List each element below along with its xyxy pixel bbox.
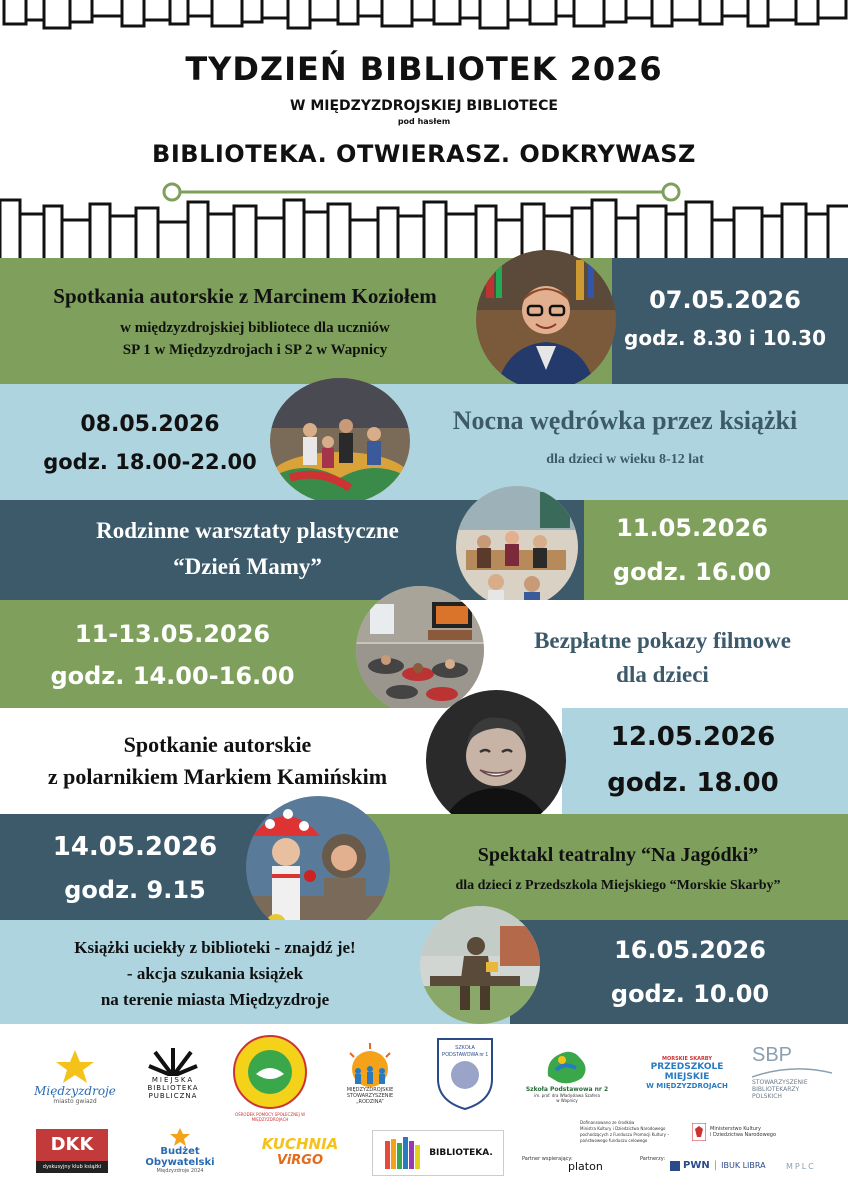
logo-sbp <box>752 1034 842 1110</box>
logo-dkk <box>34 1126 110 1176</box>
funding-note <box>580 1120 702 1144</box>
logo-pwn <box>670 1160 766 1171</box>
logo-ops-text: OŚRODEK POMOCY SPOŁECZNEJ W MIĘDZYZDROJACH <box>234 1112 306 1122</box>
logo-przedszkole <box>632 1040 742 1106</box>
funding-line2: Ministra Kultury i Dziedzictwa Narodowego <box>580 1126 666 1131</box>
event-1-time: godz. 8.30 i 10.30 <box>624 326 826 350</box>
event-3-title-line2: “Dzień Mamy” <box>173 554 322 579</box>
logo-przedszkole-line1: MORSKIE SKARBY <box>662 1056 712 1062</box>
event-3-band <box>0 500 848 600</box>
author-portrait-photo <box>476 250 616 390</box>
logo-mbp-line2: BIBLIOTEKA <box>147 1084 199 1092</box>
partners-label: Partnerzy: <box>640 1156 666 1162</box>
funding-line1: Dofinansowano ze środków <box>580 1120 635 1125</box>
event-2-date: 08.05.2026 <box>80 412 220 437</box>
logo-sbp-line2: STOWARZYSZENIE <box>752 1079 808 1086</box>
logo-rodzina-line3: „RODZINA” <box>356 1099 384 1105</box>
logo-przedszkole-line4: W MIĘDZYZDROJACH <box>646 1082 728 1090</box>
star-icon <box>169 1128 191 1146</box>
event-3-title-line1: Rodzinne warsztaty plastyczne <box>96 518 399 543</box>
logo-ministerstwo-line1: Ministerstwo Kultury <box>710 1126 761 1132</box>
partner-label: Partner wspierający: <box>522 1156 573 1162</box>
logo-budzet-line2: Obywatelski <box>145 1157 215 1168</box>
page-title: TYDZIEŃ BIBLIOTEK 2026 <box>185 50 663 88</box>
school-map-icon <box>542 1046 592 1086</box>
event-5-time: godz. 18.00 <box>607 768 779 798</box>
event-1-date: 07.05.2026 <box>649 286 801 314</box>
children-activity-photo <box>270 378 410 504</box>
logo-pwn-text: PWN <box>683 1160 710 1171</box>
logo-sp2-line3: w Wapnicy <box>556 1097 578 1103</box>
logo-miedzyzdroje <box>28 1044 122 1110</box>
event-6-date: 14.05.2026 <box>52 832 218 862</box>
event-5-title-line1: Spotkanie autorskie <box>123 732 312 757</box>
event-2-title: Nocna wędrówka przez książki <box>452 406 798 435</box>
logo-pwn-sep: | <box>713 1160 718 1171</box>
library-sunburst-icon <box>147 1046 199 1076</box>
logo-mbp-line1: MIEJSKA <box>151 1076 195 1084</box>
motto: BIBLIOTEKA. OTWIERASZ. ODKRYWASZ <box>152 140 696 168</box>
event-7-title-line1: Książki uciekły z biblioteki - znajdź je! <box>74 938 356 957</box>
ops-handshake-icon <box>232 1034 308 1110</box>
logo-miedzyzdroje-text: Międzyzdroje <box>34 1083 116 1098</box>
event-7-title-line2: - akcja szukania książek <box>126 964 304 983</box>
logo-miedzyzdroje-sub: miasto gwiazd <box>53 1097 97 1105</box>
polar-explorer-portrait-photo <box>426 690 566 830</box>
event-1-desc-line2: SP 1 w Międzyzdrojach i SP 2 w Wapnicy <box>122 342 388 358</box>
school-shield-icon <box>434 1033 496 1111</box>
colorful-books-icon <box>383 1135 425 1171</box>
logo-sp1-line1: SZKOŁA <box>455 1045 475 1051</box>
logo-sp1-line2: PODSTAWOWA nr 1 <box>441 1052 489 1058</box>
event-6-title: Spektakl teatralny “Na Jagódki” <box>477 844 759 866</box>
logo-sp1 <box>432 1032 498 1112</box>
logo-kuchnia-line1: KUCHNIA <box>261 1134 339 1153</box>
event-5-band <box>0 708 848 814</box>
event-3-time: godz. 16.00 <box>612 558 772 586</box>
logo-budzet-line3: Międzyzdroje 2024 <box>156 1168 204 1174</box>
logo-sp2-line1: Szkoła Podstawowa nr 2 <box>525 1085 609 1093</box>
event-2-desc: dla dzieci w wieku 8-12 lat <box>546 452 704 467</box>
logo-sbp-line3: BIBLIOTEKARZY <box>752 1086 800 1093</box>
event-5-title-line2: z polarnikiem Markiem Kamińskim <box>47 764 388 789</box>
logo-przedszkole-line2: PRZEDSZKOLE <box>650 1062 724 1072</box>
event-6-band <box>0 814 848 920</box>
eagle-emblem-icon <box>692 1123 706 1141</box>
logo-rodzina-line1: MIĘDZYZDROJSKIE <box>346 1087 394 1093</box>
logo-budzet-line1: Budżet <box>160 1146 200 1157</box>
logo-mplc: MPLC <box>786 1162 816 1171</box>
logo-ministerstwo-line2: i Dziedzictwa Narodowego <box>710 1132 776 1138</box>
funding-line3: pochodzących z Funduszu Promocji Kultury – <box>580 1132 670 1137</box>
funding-line4: państwowego funduszu celowego <box>580 1138 648 1143</box>
logo-ibuk-text: IBUK LIBRA <box>721 1161 766 1170</box>
event-2-band <box>0 384 848 500</box>
event-7-time: godz. 10.00 <box>610 980 770 1008</box>
bookshelf-decoration <box>0 196 848 260</box>
event-4-date: 11-13.05.2026 <box>74 620 271 648</box>
logo-biblioteka <box>372 1130 504 1176</box>
logo-przedszkole-line3: MIEJSKIE <box>664 1072 710 1082</box>
event-1-desc-line1: w międzyzdrojskiej bibliotece dla uczniów <box>120 320 390 336</box>
star-icon <box>54 1050 96 1084</box>
logo-ministerstwo <box>692 1118 792 1146</box>
event-4-title-line1: Bezpłatne pokazy filmowe <box>534 628 791 653</box>
event-1-band <box>0 258 848 384</box>
event-4-title-line2: dla dzieci <box>616 662 709 687</box>
logo-sp2-line2: im. prof. dra Władysława Szafera <box>534 1092 600 1098</box>
logo-ops <box>232 1034 308 1110</box>
page-subtitle: W MIĘDZYZDROJSKIEJ BIBLIOTECE <box>290 98 558 114</box>
logo-stowarzyszenie-rodzina <box>334 1036 406 1112</box>
theatre-costumes-photo <box>246 796 390 938</box>
event-3-date: 11.05.2026 <box>616 514 768 542</box>
event-6-time: godz. 9.15 <box>64 876 206 904</box>
event-1-title: Spotkania autorskie z Marcinem Koziołem <box>53 284 437 308</box>
event-2-time: godz. 18.00-22.00 <box>43 450 257 474</box>
sbp-swoosh-icon <box>752 1067 832 1079</box>
motto-intro: pod hasłem <box>397 117 451 126</box>
logo-miejska-biblioteka <box>140 1036 206 1110</box>
event-7-date: 16.05.2026 <box>614 936 766 964</box>
event-6-desc: dla dzieci z Przedszkola Miejskiego “Morskie Skarby” <box>455 878 781 893</box>
film-screening-photo <box>356 586 484 714</box>
logo-platon: platon <box>568 1160 603 1173</box>
workshop-photo <box>456 486 578 608</box>
logo-mbp-line3: PUBLICZNA <box>148 1092 198 1100</box>
top-bookshelf-decoration <box>0 0 848 34</box>
logo-sbp-line4: POLSKICH <box>752 1093 782 1100</box>
logo-dkk-sub: dyskusyjny klub książki <box>36 1161 108 1173</box>
logo-kuchnia-virgo <box>250 1128 350 1174</box>
family-sun-icon <box>342 1043 398 1087</box>
logo-kuchnia-line2: ViRGO <box>276 1152 324 1168</box>
logo-biblioteka-text: BIBLIOTEKA. <box>429 1148 493 1158</box>
pwn-square-icon <box>670 1161 680 1171</box>
statue-photo <box>420 906 540 1024</box>
event-4-time: godz. 14.00-16.00 <box>50 662 295 690</box>
logo-budzet-obywatelski <box>124 1126 236 1176</box>
logo-dkk-mark: DKK <box>36 1129 108 1161</box>
logo-rodzina-line2: STOWARZYSZENIE <box>346 1093 394 1099</box>
logo-sp2 <box>518 1036 616 1112</box>
event-5-date: 12.05.2026 <box>610 722 776 752</box>
logo-sbp-line1: SBP <box>752 1044 793 1066</box>
event-7-title-line3: na terenie miasta Międzyzdroje <box>100 990 330 1009</box>
